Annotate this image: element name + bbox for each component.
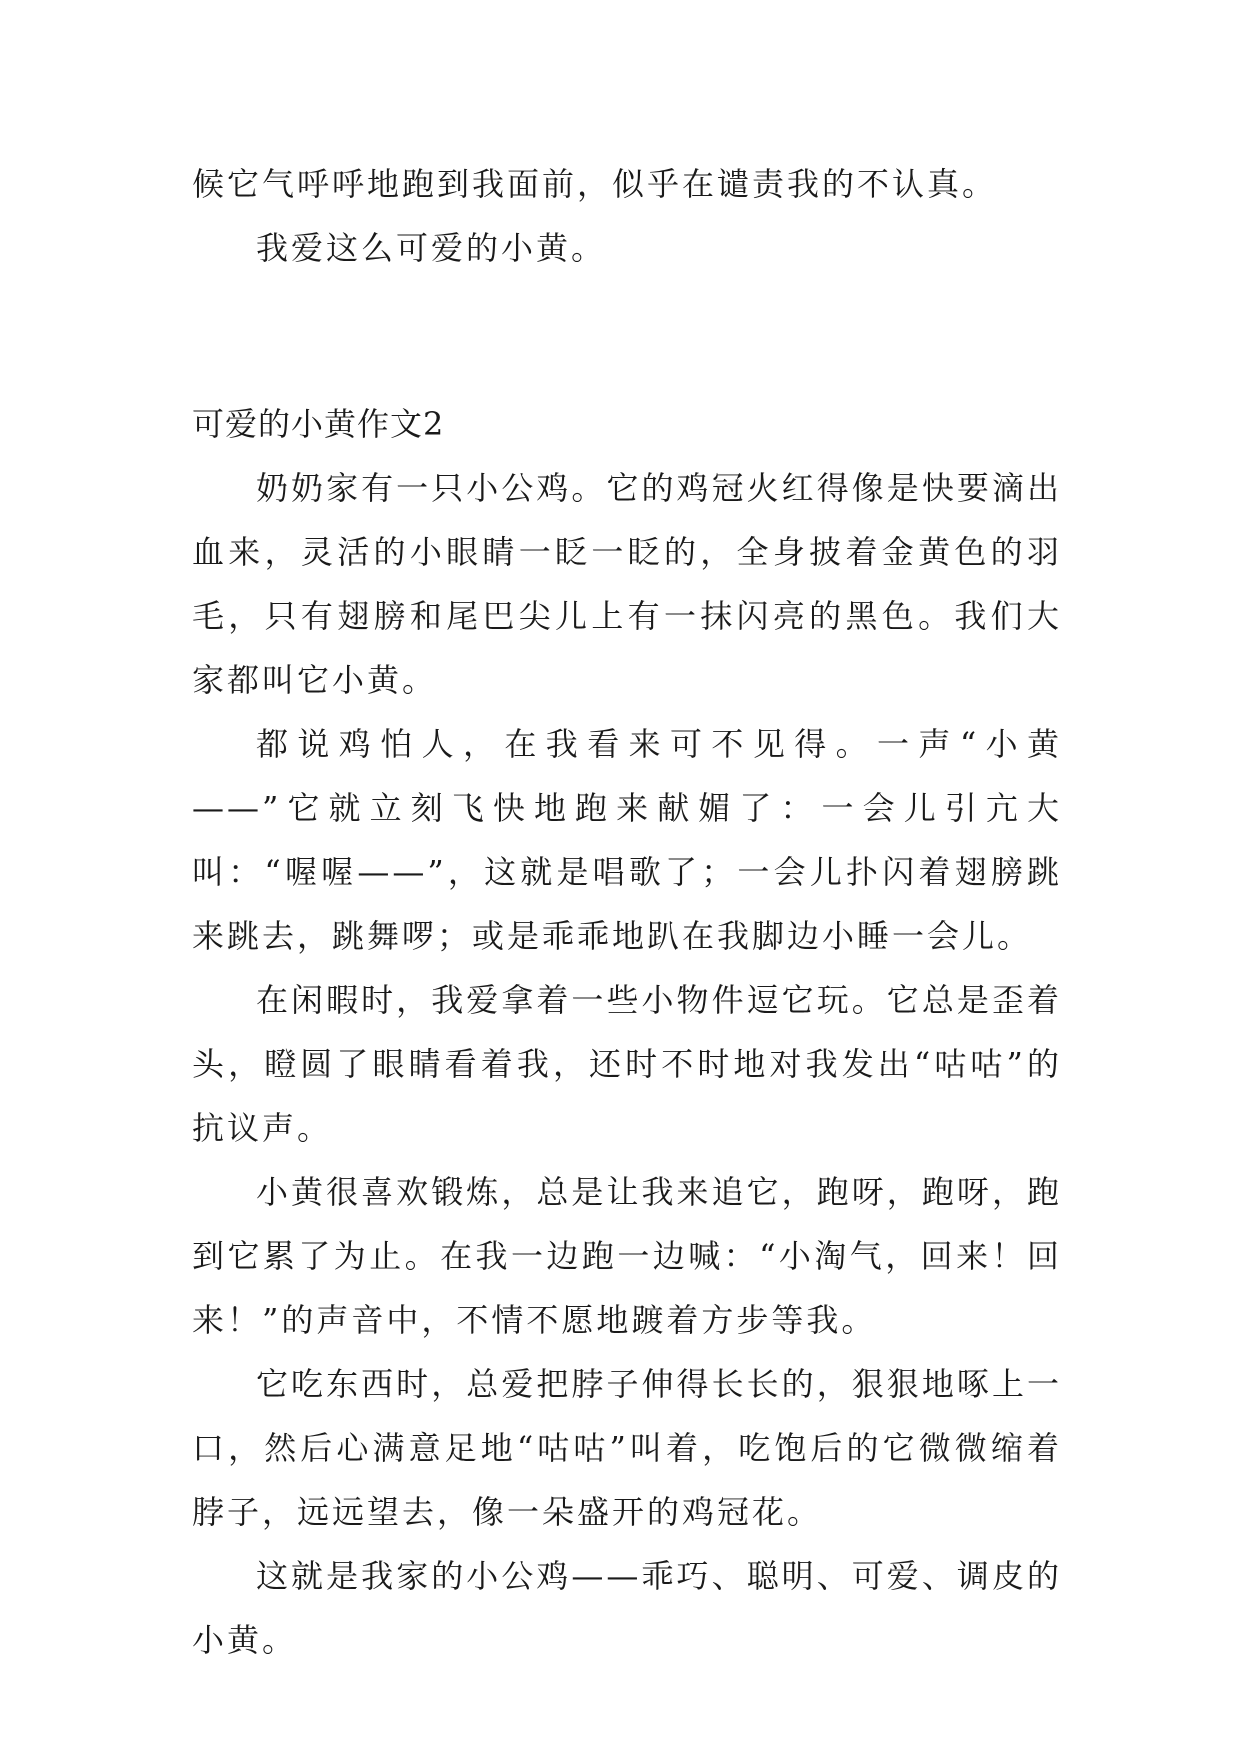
continuation-paragraph: 候它气呼呼地跑到我面前，似乎在谴责我的不认真。	[192, 165, 998, 203]
essay-paragraph-3: 在闲暇时，我爱拿着一些小物件逗它玩。它总是歪着头，瞪圆了眼睛看着我，还时不时地对我发出“咕咕”的抗议声。	[192, 981, 1062, 1147]
closing-paragraph: 我爱这么可爱的小黄。	[256, 229, 607, 267]
essay-title: 可爱的小黄作文2	[192, 405, 445, 443]
essay-paragraph-1: 奶奶家有一只小公鸡。它的鸡冠火红得像是快要滴出血来，灵活的小眼睛一眨一眨的，全身披着金黄色的羽毛，只有翅膀和尾巴尖儿上有一抹闪亮的黑色。我们大家都叫它小黄。	[192, 469, 1062, 699]
essay-paragraph-5: 它吃东西时，总爱把脖子伸得长长的，狠狠地啄上一口，然后心满意足地“咕咕”叫着，吃饱后的它微微缩着脖子，远远望去，像一朵盛开的鸡冠花。	[192, 1365, 1062, 1531]
essay-paragraph-6: 这就是我家的小公鸡——乖巧、聪明、可爱、调皮的小黄。	[192, 1557, 1062, 1659]
essay-paragraph-2: 都说鸡怕人，在我看来可不见得。一声“小黄——”它就立刻飞快地跑来献媚了：一会儿引亢大叫：“喔喔——”，这就是唱歌了；一会儿扑闪着翅膀跳来跳去，跳舞啰；或是乖乖地趴在我脚边小睡一会儿。	[192, 725, 1062, 955]
essay-paragraph-4: 小黄很喜欢锻炼，总是让我来追它，跑呀，跑呀，跑到它累了为止。在我一边跑一边喊：“小淘气，回来！回来！”的声音中，不情不愿地踱着方步等我。	[192, 1173, 1062, 1339]
essay-body	[192, 456, 1062, 1672]
top-section	[192, 152, 1062, 280]
